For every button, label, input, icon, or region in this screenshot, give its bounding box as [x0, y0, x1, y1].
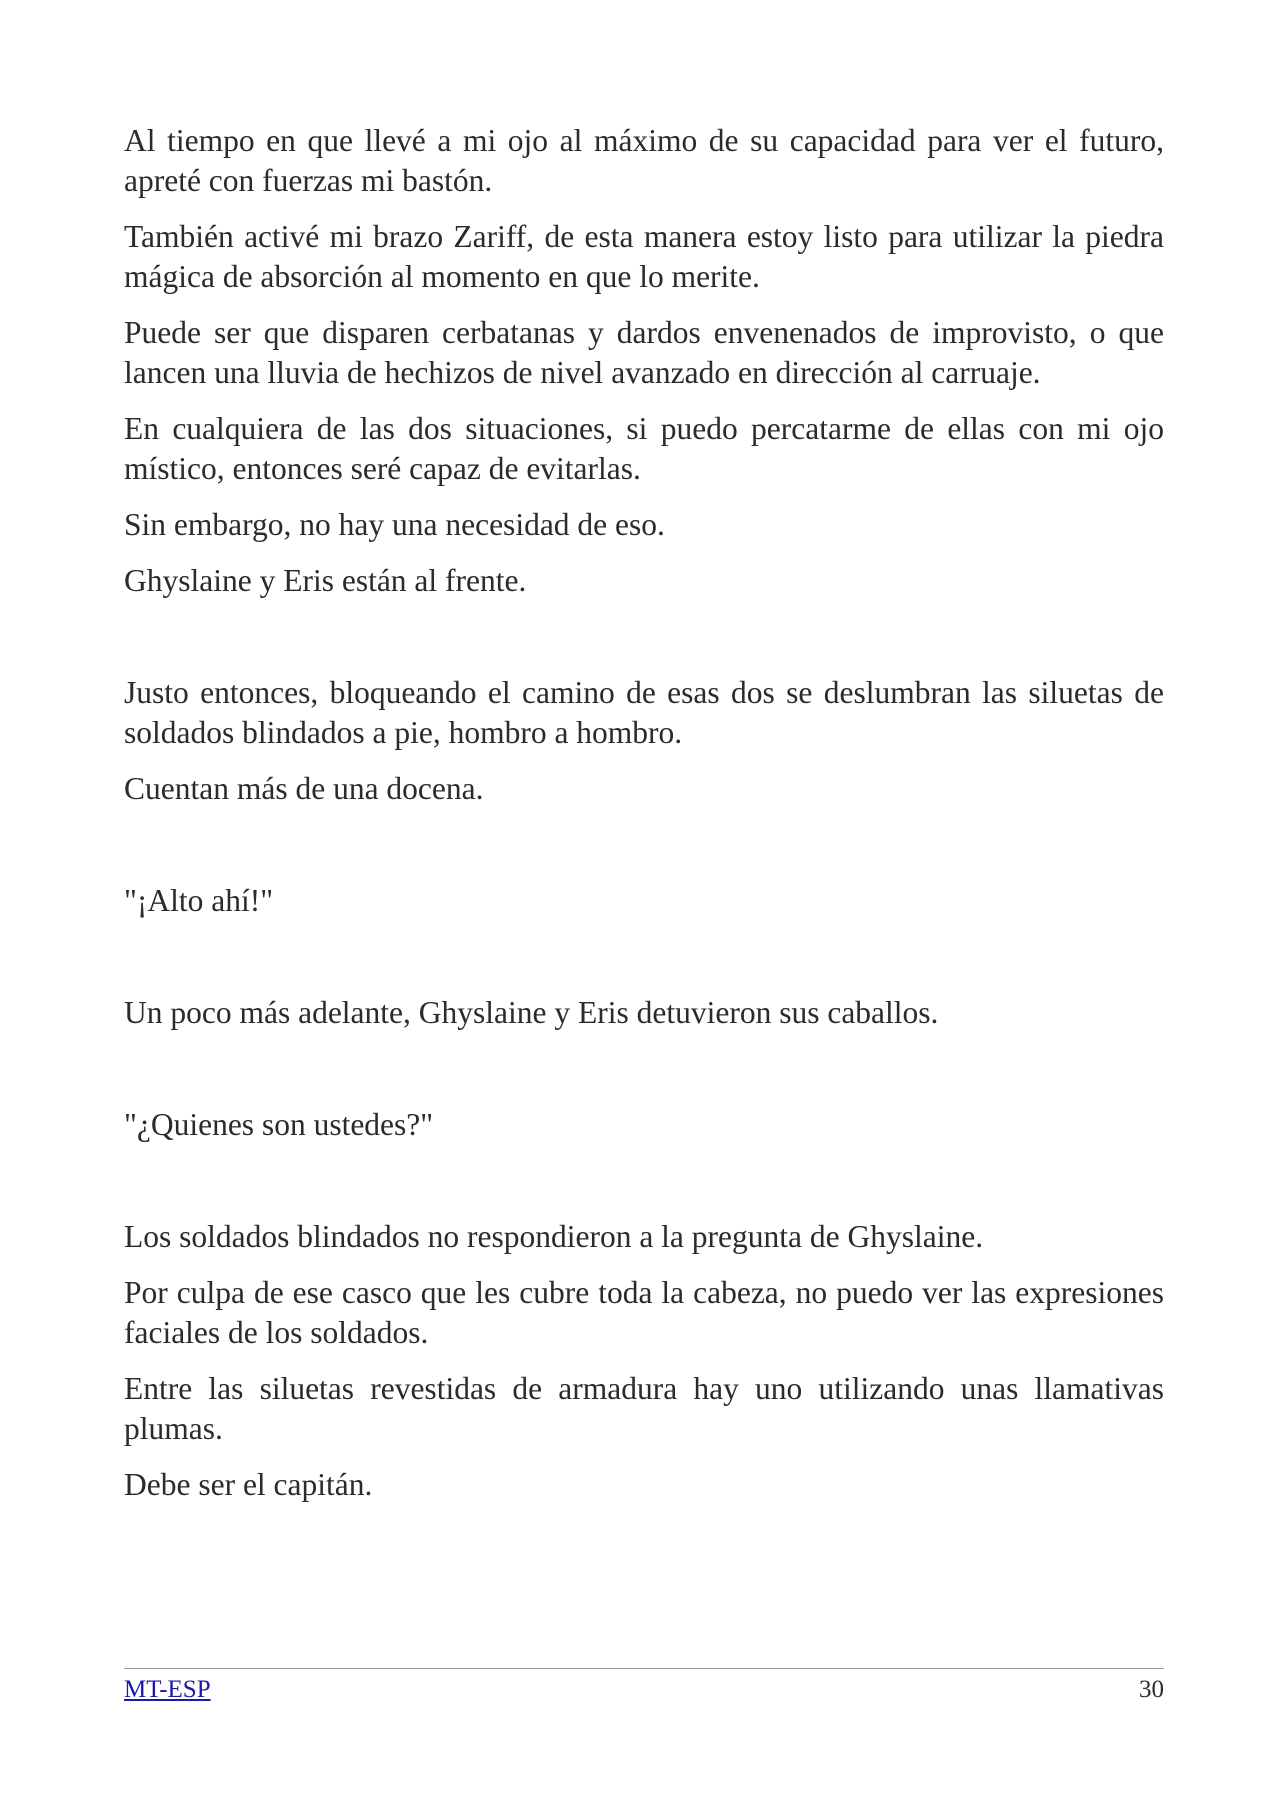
- paragraph-13: Debe ser el capitán.: [124, 1467, 373, 1502]
- paragraph-1: Al tiempo en que llevé a mi ojo al máximo de su capacidad para ver el futuro, apreté con fuerzas mi bastón.: [124, 123, 1164, 198]
- blank-line: [124, 825, 1164, 881]
- blank-line: [124, 1161, 1164, 1217]
- blank-line: [124, 617, 1164, 673]
- paragraph-6: Ghyslaine y Eris están al frente.: [124, 563, 527, 598]
- paragraph-3: Puede ser que disparen cerbatanas y dardos envenenados de improvisto, o que lancen una lluvia de hechizos de nivel avanzado en dirección al carruaje.: [124, 315, 1164, 390]
- paragraph-2: También activé mi brazo Zariff, de esta manera estoy listo para utilizar la piedra mágica de absorción al momento en que lo merite.: [124, 219, 1164, 294]
- paragraph-11: Por culpa de ese casco que les cubre toda la cabeza, no puedo ver las expresiones faciales de los soldados.: [124, 1275, 1164, 1350]
- page-footer: [124, 1668, 1164, 1705]
- paragraph-5: Sin embargo, no hay una necesidad de eso.: [124, 507, 665, 542]
- dialogue-line-2: "¿Quienes son ustedes?": [124, 1107, 434, 1142]
- page-number: 30: [1139, 1676, 1164, 1703]
- page-body: [124, 121, 1164, 1521]
- footer-link[interactable]: MT-ESP: [124, 1676, 211, 1703]
- paragraph-8: Cuentan más de una docena.: [124, 771, 484, 806]
- paragraph-12: Entre las siluetas revestidas de armadura hay uno utilizando unas llamativas plumas.: [124, 1371, 1164, 1446]
- blank-line: [124, 937, 1164, 993]
- dialogue-line-1: "¡Alto ahí!": [124, 883, 274, 918]
- paragraph-4: En cualquiera de las dos situaciones, si puedo percatarme de ellas con mi ojo místico, entonces seré capaz de evitarlas.: [124, 411, 1164, 486]
- paragraph-10: Los soldados blindados no respondieron a la pregunta de Ghyslaine.: [124, 1219, 984, 1254]
- paragraph-7: Justo entonces, bloqueando el camino de esas dos se deslumbran las siluetas de soldados blindados a pie, hombro a hombro.: [124, 675, 1164, 750]
- paragraph-9: Un poco más adelante, Ghyslaine y Eris detuvieron sus caballos.: [124, 995, 939, 1030]
- blank-line: [124, 1049, 1164, 1105]
